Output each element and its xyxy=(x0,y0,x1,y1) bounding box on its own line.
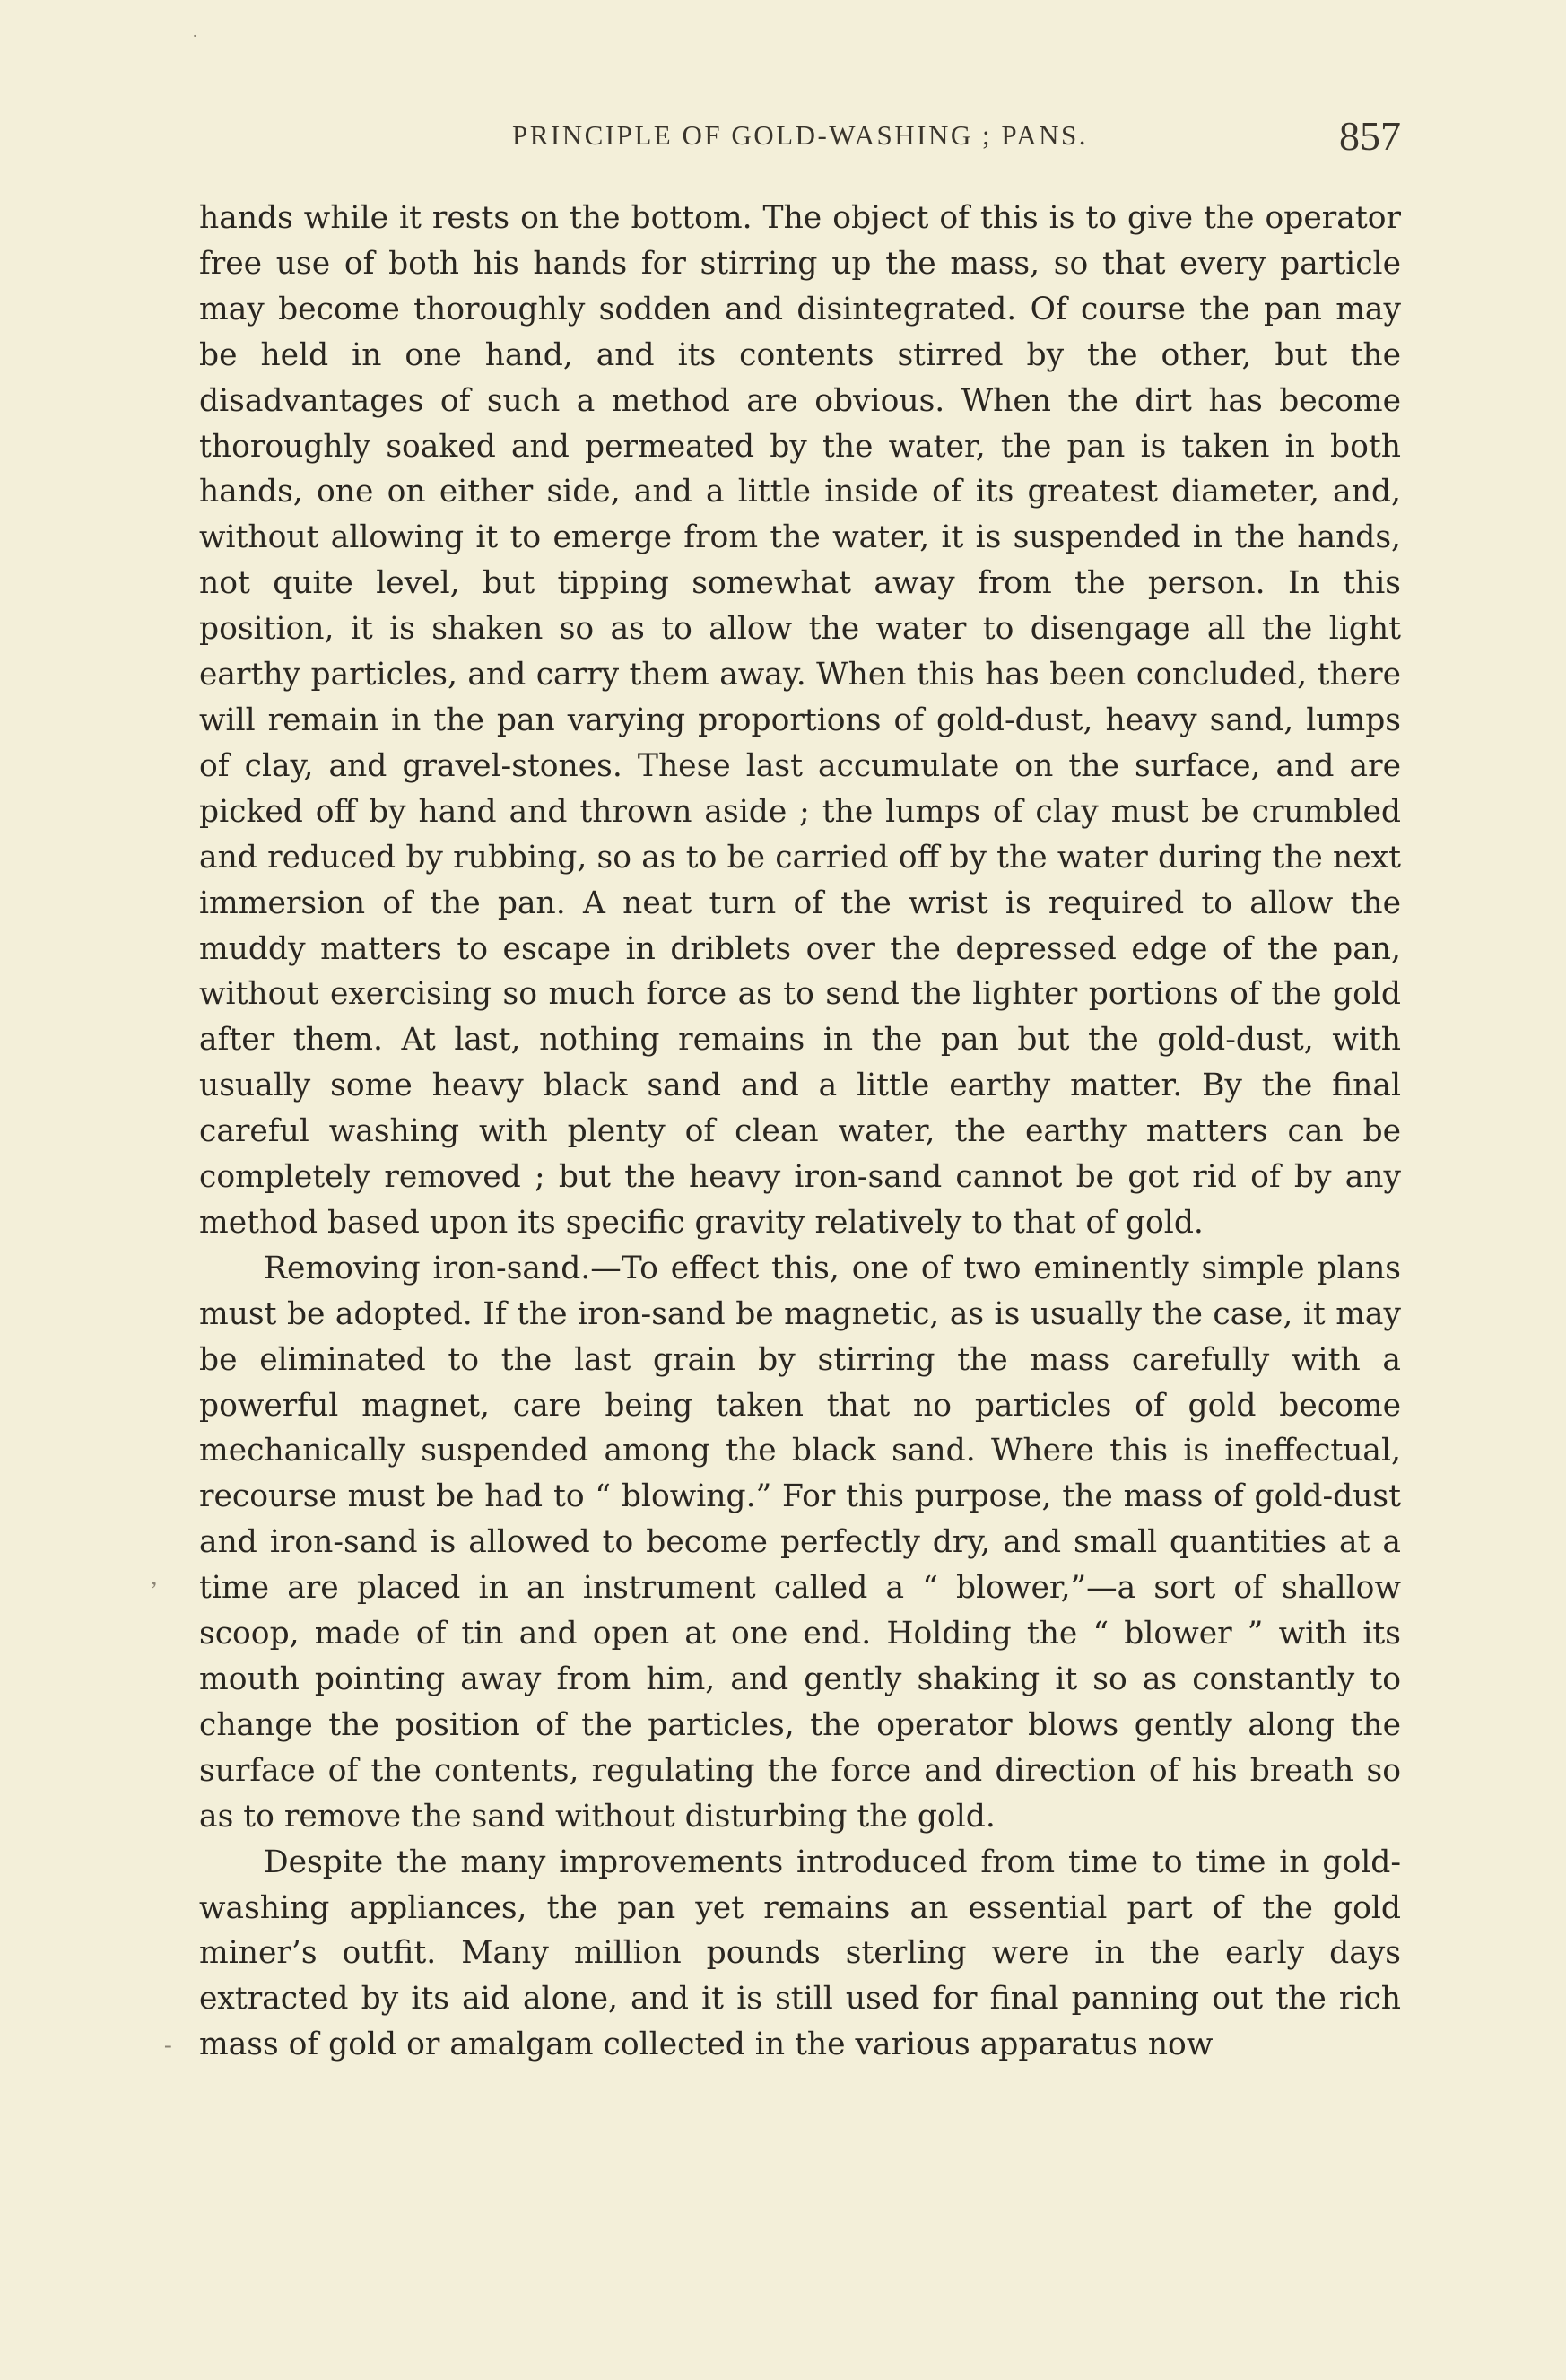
paragraph-2: Removing iron-sand.—To effect this, one of two eminently simple plans must be adopted. If the iron-sand be magnetic, as is usually the case, it may be eliminated to the last grain by stirring the mass carefully with a powerful magnet, care being taken that no particles of gold become mechanically suspended among the black sand. Where this is ineffectual, recourse must be had to “ blowing.” For this purpose, the mass of gold-dust and iron-sand is allowed to become perfectly dry, and small quantities at a time are placed in an instrument called a “ blower,”—a sort of shallow scoop, made of tin and open at one end. Holding the “ blower ” with its mouth pointing away from him, and gently shaking it so as constantly to change the position of the particles, the operator blows gently along the surface of the contents, regulating the force and direction of his breath so as to remove the sand without disturbing the gold. xyxy=(199,1250,1401,1835)
page-number: 857 xyxy=(1339,113,1401,159)
print-speck: , xyxy=(151,1561,158,1591)
paragraph-1: hands while it rests on the bottom. The object of this is to give the operator free use of both his hands for stirring up the mass, so that every particle may become thoroughly sodden and disintegrated. Of course the pan may be held in one hand, and its contents stirred by the other, but the disadvantages of such a method are obvious. When the dirt has become thoroughly soaked and permeated by the water, the pan is taken in both hands, one on either side, and a little inside of its greatest diameter, and, without allowing it to emerge from the water, it is suspended in the hands, not quite level, but tipping somewhat away from the person. In this position, it is shaken so as to allow the water to disengage all the light earthy particles, and carry them away. When this has been concluded, there will remain in the pan varying proportions of gold-dust, heavy sand, lumps of clay, and gravel-stones. These last accumulate on the surface, and are picked off by hand and thrown aside ; the lumps of clay must be crumbled and reduced by rubbing, so as to be carried off by the water during the next immersion of the pan. A neat turn of the wrist is required to allow the muddy matters to escape in driblets over the depressed edge of the pan, without exercising so much force as to send the lighter portions of the gold after them. At last, nothing remains in the pan but the gold-dust, with usually some heavy black sand and a little earthy matter. By the final careful washing with plenty of clean water, the earthy matters can be completely removed ; but the heavy iron-sand cannot be got rid of by any method based upon its specific gravity relatively to that of gold. xyxy=(199,200,1401,1241)
paragraph-3: Despite the many improvements introduced from time to time in gold-washing appliances, the pan yet remains an essential part of the gold miner’s outfit. Many million pounds sterling were in the early days extracted by its aid alone, and it is still used for final panning out the rich mass of gold or amalgam collected in the various apparatus now xyxy=(199,1844,1401,2063)
print-speck: . xyxy=(193,22,197,40)
running-head-title: PRINCIPLE OF GOLD-WASHING ; PANS. xyxy=(512,119,1088,151)
running-head xyxy=(199,112,1401,166)
body-text xyxy=(199,196,1401,2068)
print-speck: - xyxy=(164,2032,172,2058)
